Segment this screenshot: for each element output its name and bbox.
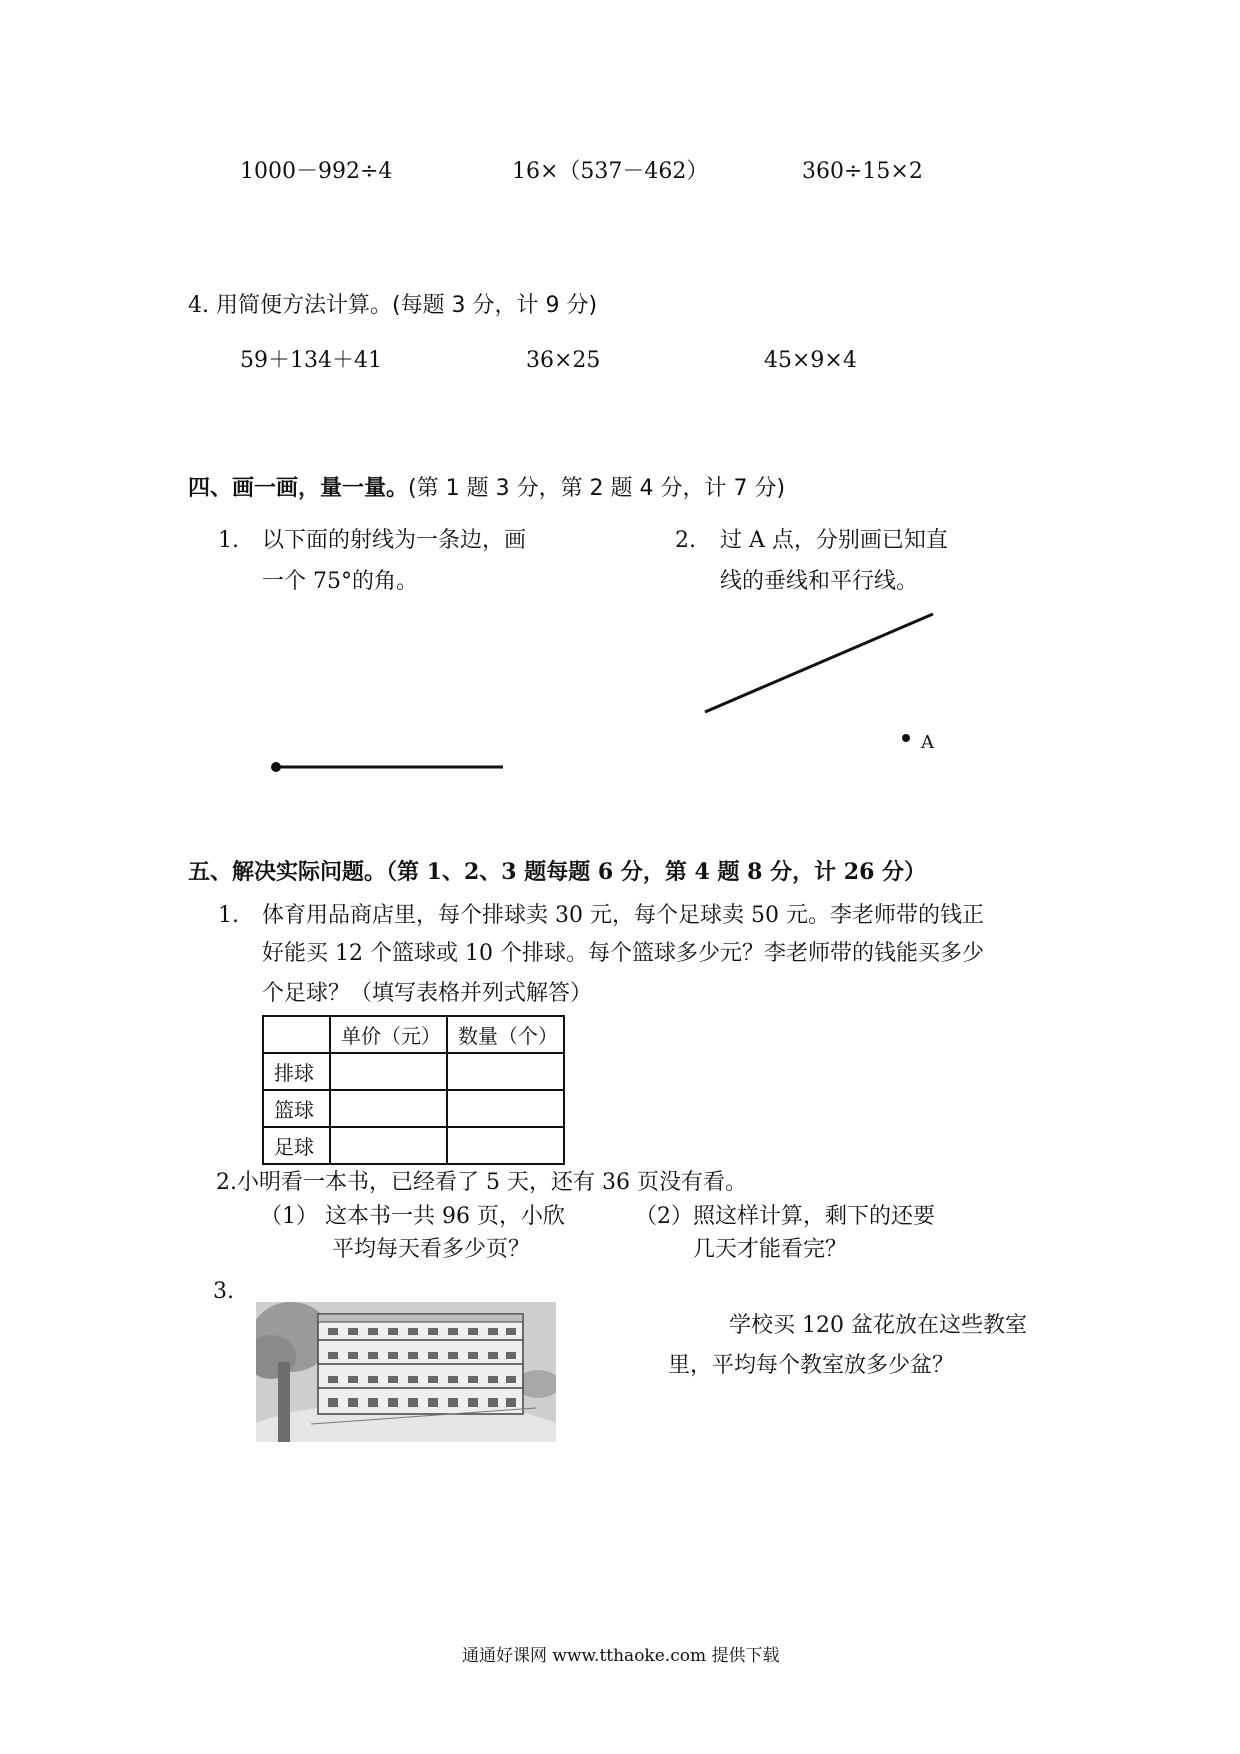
q4-score: (每题 3 分，计 9 分) [391, 293, 598, 318]
table-header-cell [263, 1016, 330, 1053]
table-cell-price[interactable] [330, 1127, 447, 1164]
s4-q1-number: 1. [218, 528, 239, 553]
answer-table [262, 1015, 565, 1165]
table-cell-price[interactable] [330, 1090, 447, 1127]
q4-item-2: 36×25 [526, 348, 601, 373]
table-row-label: 篮球 [263, 1090, 330, 1127]
s4-q2-line1: 过 A 点，分别画已知直 [720, 528, 948, 553]
s5-q1-line2: 好能买 12 个篮球或 10 个排球。每个篮球多少元？李老师带的钱能买多少 [262, 941, 984, 966]
q4-item-3: 45×9×4 [764, 348, 857, 373]
s5-q1-number: 1. [218, 903, 239, 928]
point-a [902, 734, 910, 742]
table-row [263, 1127, 564, 1164]
section4-title: 四、画一画，量一量。 [188, 475, 409, 501]
table-row [263, 1053, 564, 1090]
table-row [263, 1090, 564, 1127]
footer-credit: 通通好课网 www.tthaoke.com 提供下载 [462, 1646, 780, 1666]
table-cell-quantity[interactable] [447, 1053, 564, 1090]
s5-q2-sub2-line1: （2）照这样计算，剩下的还要 [635, 1204, 935, 1229]
s5-q1-line3: 个足球？（填写表格并列式解答） [262, 981, 593, 1006]
given-line [705, 614, 933, 712]
s4-q2-line2: 线的垂线和平行线。 [720, 569, 919, 594]
s5-q3-line1: 学校买 120 盆花放在这些教室 [729, 1313, 1027, 1338]
table-row-label: 足球 [263, 1127, 330, 1164]
s5-q1-line1: 体育用品商店里，每个排球卖 30 元，每个足球卖 50 元。李老师带的钱正 [262, 903, 984, 928]
s5-q2-line: 2.小明看一本书，已经看了 5 天，还有 36 页没有看。 [216, 1170, 747, 1195]
ray [271, 762, 503, 772]
calc-item-1: 1000－992÷4 [240, 159, 393, 184]
section5-title: 五、解决实际问题。（第 1、2、3 题每题 6 分，第 4 题 8 分，计 26 分） [188, 859, 927, 885]
q4-item-1: 59＋134＋41 [240, 348, 382, 373]
table-cell-price[interactable] [330, 1053, 447, 1090]
s5-q2-sub1-line2: 平均每天看多少页？ [332, 1237, 531, 1262]
s4-q1-line2: 一个 75°的角。 [262, 569, 418, 594]
table-cell-quantity[interactable] [447, 1127, 564, 1164]
section4-score: (第 1 题 3 分，第 2 题 4 分，计 7 分) [408, 476, 786, 501]
calc-item-2: 16×（537－462） [512, 159, 709, 184]
table-header-row [263, 1016, 564, 1053]
q4-title: 4. 用简便方法计算。 [188, 293, 392, 318]
s5-q2-sub1-line1: （1） 这本书一共 96 页，小欣 [260, 1204, 565, 1229]
s5-q2-sub2-line2: 几天才能看完？ [693, 1237, 848, 1262]
s5-q3-line2: 里，平均每个教室放多少盆？ [668, 1353, 955, 1378]
school-building-illustration [256, 1302, 556, 1442]
table-row-label: 排球 [263, 1053, 330, 1090]
s5-q3-number: 3. [213, 1279, 234, 1304]
table-cell-quantity[interactable] [447, 1090, 564, 1127]
point-a-label: A [921, 732, 934, 753]
calc-item-3: 360÷15×2 [802, 159, 923, 184]
table-header-cell: 单价（元） [330, 1016, 447, 1053]
s4-q1-line1: 以下面的射线为一条边，画 [262, 528, 527, 553]
s4-q2-number: 2. [675, 528, 696, 553]
table-header-cell: 数量（个） [447, 1016, 564, 1053]
